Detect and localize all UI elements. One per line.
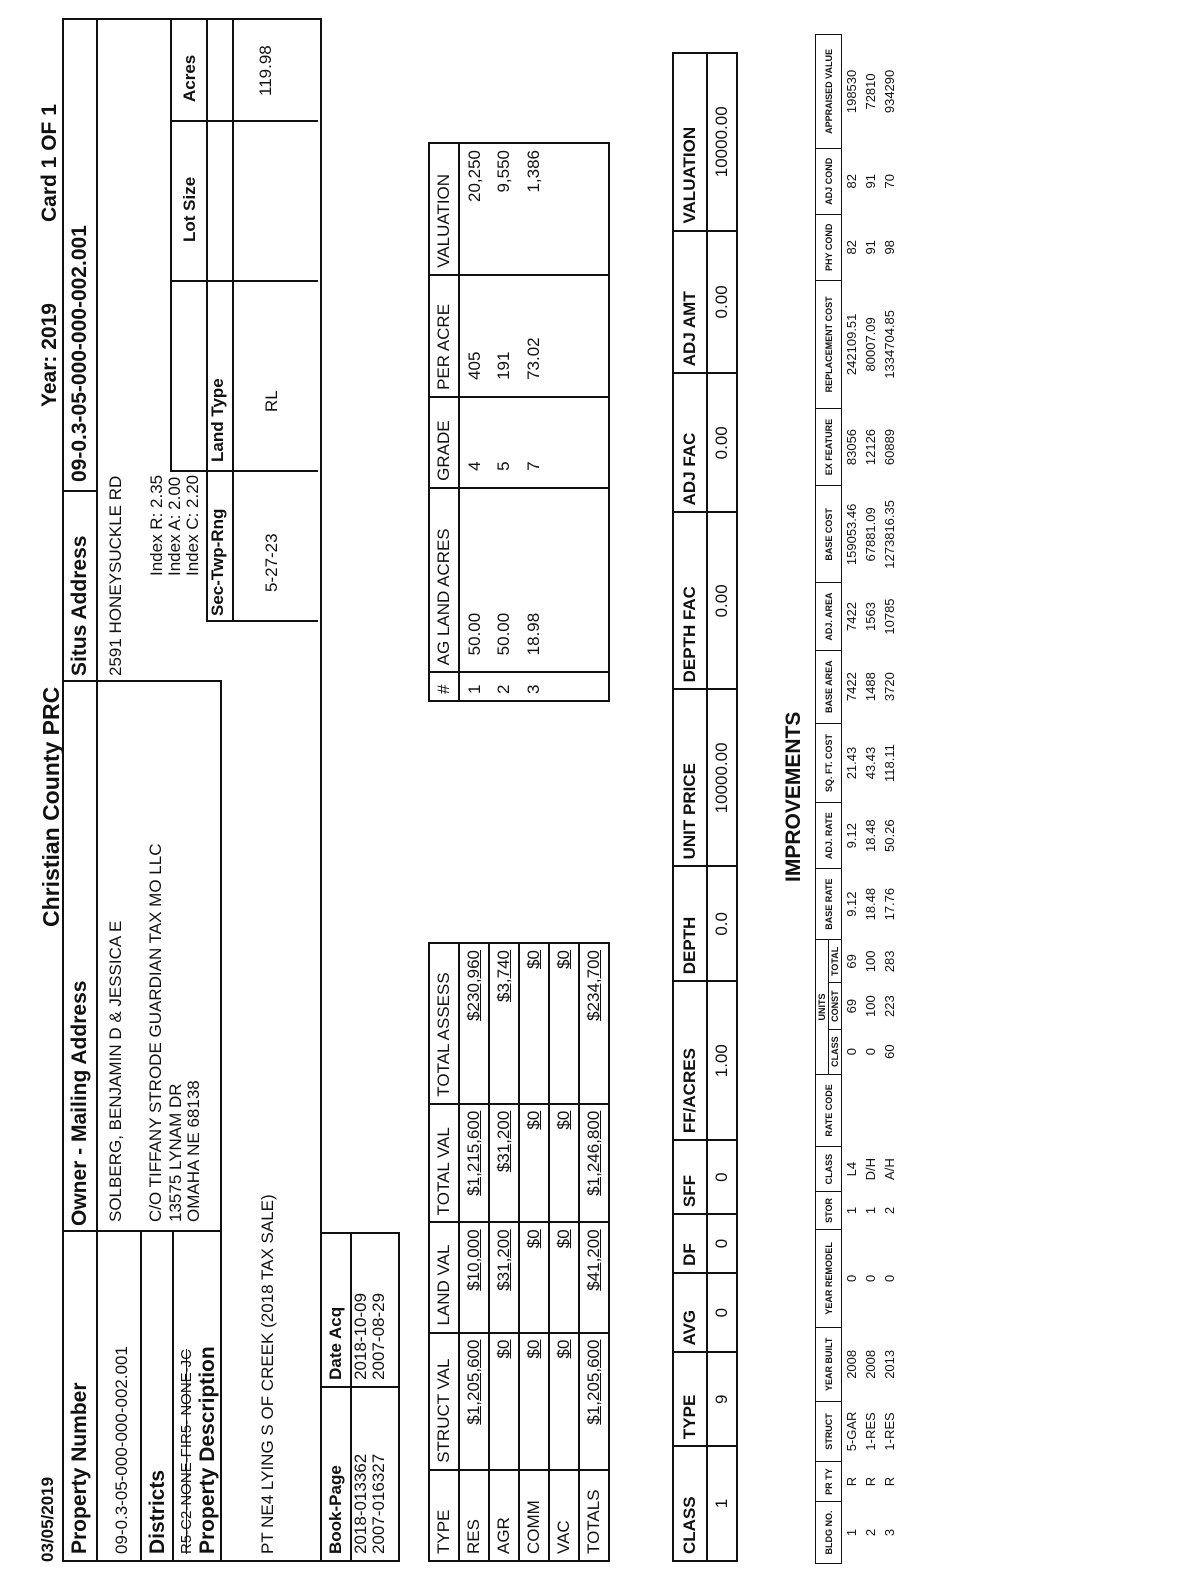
table-row — [459, 943, 489, 1561]
table-cell: $0 — [549, 1333, 579, 1470]
table-cell: COMM — [519, 1470, 549, 1561]
table-cell: 70 — [882, 174, 897, 189]
table-cell: 43.43 — [863, 746, 878, 780]
table-cell: AGR — [489, 1470, 519, 1561]
table-cell: 3 — [519, 672, 549, 701]
owner-line3: OMAHA NE 68138 — [184, 1080, 203, 1222]
imp-header: BASE RATE — [816, 868, 842, 939]
imp-header: PR TY — [816, 1462, 842, 1502]
imp-header: SQ. FT. COST — [816, 723, 842, 803]
improvements-table — [815, 34, 899, 1564]
table-cell: $3,740 — [489, 943, 519, 1104]
table-cell: R — [844, 1476, 859, 1487]
valuation-table — [428, 942, 610, 1562]
table-cell: 0 — [707, 1214, 737, 1273]
imp-header: YEAR REMODEL — [816, 1229, 842, 1327]
table-cell: 1563 — [863, 602, 878, 631]
class-avg-header: AVG — [673, 1273, 707, 1353]
table-cell: 10000.00 — [707, 53, 737, 231]
card-label: Card 1 OF 1 — [38, 104, 61, 222]
table-cell: TOTALS — [579, 1470, 609, 1561]
table-cell: $31,200 — [489, 1222, 519, 1332]
table-cell: $0 — [519, 1222, 549, 1332]
class-type-header: TYPE — [673, 1352, 707, 1446]
districts-label: Districts — [146, 1469, 169, 1554]
table-cell: $0 — [549, 1222, 579, 1332]
sec-twp-rng-header: Sec-Twp-Rng — [208, 508, 227, 616]
date-acq-header: Date Acq — [321, 1233, 351, 1387]
situs-label: Situs Address — [68, 535, 91, 676]
table-cell: 5 — [489, 397, 519, 488]
situs-parcel: 09-0.3-05-000-000-002.001 — [68, 225, 91, 482]
table-cell: 17.76 — [882, 887, 897, 921]
book-page-2: 2007-016327 — [369, 1453, 388, 1554]
table-cell: 4 — [459, 397, 489, 488]
table-cell: 3 — [882, 1528, 897, 1537]
table-cell: $1,246,800 — [579, 1104, 609, 1223]
table-row — [489, 943, 519, 1561]
valuation-header-struct: STRUCT VAL — [429, 1333, 459, 1470]
table-cell — [842, 1074, 862, 1147]
imp-header: CLASS — [829, 1029, 842, 1074]
table-cell: 2008 — [844, 1349, 859, 1379]
table-cell — [861, 1074, 880, 1147]
table-cell: 2 — [489, 672, 519, 701]
class-depth-header: DEPTH — [673, 866, 707, 981]
table-row — [519, 943, 549, 1561]
property-description-value: PT NE4 LYING S OF CREEK (2018 TAX SALE) — [258, 1194, 277, 1554]
ag-header-per-acre: PER ACRE — [429, 275, 459, 397]
table-cell: 1 — [863, 1206, 878, 1215]
class-adj-fac-header: ADJ FAC — [673, 373, 707, 512]
table-cell: 18.98 — [519, 488, 549, 672]
situs-index-a: Index A: 2.00 — [165, 476, 184, 576]
acres-value: 119.98 — [256, 45, 275, 96]
table-cell: $1,215,600 — [459, 1104, 489, 1223]
table-cell: 1 — [844, 1206, 859, 1215]
imp-header: YEAR BUILT — [816, 1327, 842, 1401]
districts-value: R5-C2-NONE-FIR5- NONE-JC — [178, 1348, 195, 1554]
date-acq-2: 2007-08-29 — [369, 1292, 388, 1380]
table-cell: 7422 — [844, 672, 859, 702]
table-cell: 83056 — [844, 428, 859, 466]
imp-units-header: UNITS — [816, 940, 829, 1074]
table-cell: 3720 — [882, 672, 897, 702]
ag-land-table — [428, 142, 610, 702]
improvements-title: IMPROVEMENTS — [782, 711, 805, 882]
ag-header-valuation: VALUATION — [429, 143, 459, 275]
table-cell: R — [863, 1476, 878, 1487]
land-type-header: Land Type — [208, 378, 227, 462]
table-cell: 10785 — [882, 598, 897, 635]
table-cell: $0 — [549, 1104, 579, 1223]
table-cell: 0 — [882, 1274, 897, 1282]
table-cell: 1 — [459, 672, 489, 701]
table-cell: A/H — [882, 1158, 897, 1180]
imp-header: ADJ. RATE — [816, 803, 842, 869]
table-cell: 2 — [882, 1206, 897, 1215]
print-date: 03/05/2019 — [38, 1476, 57, 1562]
table-cell: 1273816.35 — [882, 500, 897, 569]
class-df-header: DF — [673, 1214, 707, 1273]
table-cell: 0.00 — [707, 231, 737, 374]
table-cell: 7422 — [844, 602, 859, 631]
imp-header: RATE CODE — [816, 1074, 842, 1147]
table-cell: $0 — [519, 943, 549, 1104]
imp-header: PHY COND — [816, 214, 842, 280]
table-cell: 1-RES — [863, 1412, 878, 1451]
imp-header: EX FEATURE — [816, 408, 842, 486]
table-cell: 191 — [489, 275, 519, 397]
table-cell: L4 — [844, 1161, 859, 1177]
ag-header-number: # — [429, 672, 459, 701]
table-cell: 100 — [863, 950, 878, 973]
table-cell: 0.00 — [707, 373, 737, 512]
class-depth-fac-header: DEPTH FAC — [673, 512, 707, 689]
table-cell: 1-RES — [882, 1412, 897, 1451]
table-cell: 0 — [844, 1274, 859, 1282]
class-sff-header: SFF — [673, 1140, 707, 1214]
table-row — [861, 35, 880, 1564]
table-row — [549, 943, 579, 1561]
table-cell: 91 — [863, 174, 878, 189]
situs-index-r: Index R: 2.35 — [147, 474, 166, 576]
table-cell: 98 — [882, 240, 897, 255]
table-cell: 72810 — [863, 73, 878, 110]
table-cell: 283 — [882, 950, 897, 973]
table-cell: 21.43 — [844, 746, 859, 780]
sec-twp-rng-value: 5-27-23 — [262, 533, 281, 592]
table-cell: 100 — [863, 995, 878, 1017]
table-cell: 9 — [707, 1352, 737, 1446]
lot-size-header: Lot Size — [180, 176, 199, 242]
table-cell: 50.00 — [489, 488, 519, 672]
table-cell: 118.11 — [882, 744, 897, 782]
table-cell: 1334704.85 — [882, 309, 897, 379]
table-cell: 2 — [863, 1528, 878, 1537]
imp-header: STRUCT — [816, 1401, 842, 1461]
table-cell: 9.12 — [844, 891, 859, 917]
table-cell: 69 — [844, 954, 859, 969]
imp-header: ADJ COND — [816, 148, 842, 214]
table-cell: 0.0 — [707, 866, 737, 981]
table-cell: 18.48 — [863, 887, 878, 921]
owner-label: Owner - Mailing Address — [68, 980, 91, 1226]
table-cell: 73.02 — [519, 275, 549, 397]
table-cell: 7 — [519, 397, 549, 488]
table-cell: 91 — [863, 240, 878, 255]
situs-address: 2591 HONEYSUCKLE RD — [106, 475, 125, 676]
table-cell: 50.26 — [882, 819, 897, 852]
table-cell: $0 — [519, 1104, 549, 1223]
ag-header-grade: GRADE — [429, 397, 459, 488]
table-cell: $0 — [489, 1333, 519, 1470]
table-cell: 5-GAR — [844, 1411, 859, 1452]
table-cell: RES — [459, 1470, 489, 1561]
table-row — [707, 53, 737, 1561]
table-cell: 10000.00 — [707, 689, 737, 866]
imp-header: ADJ. AREA — [816, 583, 842, 650]
table-cell: $10,000 — [459, 1222, 489, 1332]
table-cell: 0.00 — [707, 512, 737, 689]
class-valuation-header: VALUATION — [673, 53, 707, 231]
table-cell: 198530 — [844, 69, 859, 114]
table-cell: 0 — [863, 1048, 878, 1056]
table-row — [842, 35, 862, 1564]
table-cell: 1,386 — [519, 143, 549, 275]
table-cell: 9,550 — [489, 143, 519, 275]
table-cell: 223 — [882, 995, 897, 1017]
land-type-value: RL — [262, 390, 281, 412]
table-cell: 60889 — [882, 428, 897, 466]
table-cell: 0 — [707, 1140, 737, 1214]
situs-index-c: Index C: 2.20 — [183, 474, 202, 576]
owner-name: SOLBERG, BENJAMIN D & JESSICA E — [106, 920, 125, 1222]
table-row — [579, 943, 609, 1561]
table-cell: 50.00 — [459, 488, 489, 672]
table-cell: $31,200 — [489, 1104, 519, 1223]
table-cell: 0 — [863, 1274, 878, 1282]
table-cell: 2013 — [882, 1349, 897, 1379]
table-cell: 12126 — [863, 428, 878, 466]
table-cell: 60 — [882, 1044, 897, 1059]
table-cell: 9.12 — [844, 823, 859, 849]
table-cell: 934290 — [882, 69, 897, 114]
table-cell: 1488 — [863, 672, 878, 702]
table-row — [880, 35, 899, 1564]
table-cell: $41,200 — [579, 1222, 609, 1332]
table-cell: $1,205,600 — [459, 1333, 489, 1470]
table-cell: $234,700 — [579, 943, 609, 1104]
table-cell: $0 — [519, 1333, 549, 1470]
table-cell — [880, 1074, 899, 1147]
table-cell: 1 — [844, 1528, 859, 1537]
table-cell: 67881.09 — [863, 507, 878, 562]
imp-header: CLASS — [816, 1147, 842, 1192]
table-cell: 69 — [844, 998, 859, 1014]
table-cell: 159053.46 — [844, 503, 859, 566]
page-title: Christian County PRC — [38, 686, 64, 927]
imp-header: STOR — [816, 1192, 842, 1230]
book-page-1: 2018-013362 — [351, 1453, 370, 1554]
date-acq-1: 2018-10-09 — [351, 1292, 370, 1380]
book-page-table — [320, 1232, 400, 1562]
table-cell: $230,960 — [459, 943, 489, 1104]
owner-line1: C/O TIFFANY STRODE GUARDIAN TAX MO LLC — [146, 843, 165, 1222]
imp-header: TOTAL — [829, 940, 842, 983]
table-cell: 242109.51 — [844, 313, 859, 376]
class-table — [672, 52, 738, 1562]
owner-line2: 13575 LYNAM DR — [166, 1083, 185, 1222]
table-cell: 82 — [844, 174, 859, 189]
property-description-label: Property Description — [196, 1346, 219, 1554]
table-row — [489, 143, 519, 701]
book-page-header: Book-Page — [321, 1387, 351, 1561]
class-unit-price-header: UNIT PRICE — [673, 689, 707, 866]
class-ff-acres-header: FF/ACRES — [673, 981, 707, 1140]
acres-header: Acres — [180, 54, 199, 102]
imp-header: APPRAISED VALUE — [816, 35, 842, 149]
table-row — [519, 143, 549, 701]
table-cell: 405 — [459, 275, 489, 397]
valuation-header-type: TYPE — [429, 1470, 459, 1561]
table-row — [459, 143, 489, 701]
year-label: Year: 2019 — [38, 303, 61, 407]
valuation-header-assess: TOTAL ASSESS — [429, 943, 459, 1104]
table-cell: 1 — [707, 1446, 737, 1561]
class-header: CLASS — [673, 1446, 707, 1561]
table-cell: $1,205,600 — [579, 1333, 609, 1470]
imp-header: BLDG NO. — [816, 1502, 842, 1564]
table-cell: D/H — [863, 1157, 878, 1181]
header-frame — [62, 18, 322, 1562]
table-cell: 2008 — [863, 1349, 878, 1379]
table-cell: 82 — [844, 240, 859, 255]
imp-header: CONST — [829, 983, 842, 1029]
table-cell: R — [882, 1476, 897, 1487]
table-cell: 0 — [707, 1273, 737, 1353]
table-cell: 18.48 — [863, 819, 878, 852]
valuation-header-total: TOTAL VAL — [429, 1104, 459, 1223]
class-adj-amt-header: ADJ AMT — [673, 231, 707, 374]
table-cell: VAC — [549, 1470, 579, 1561]
valuation-header-land: LAND VAL — [429, 1222, 459, 1332]
imp-header: BASE COST — [816, 486, 842, 583]
table-cell: 20,250 — [459, 143, 489, 275]
imp-header: REPLACEMENT COST — [816, 280, 842, 408]
ag-header-acres: AG LAND ACRES — [429, 488, 459, 672]
property-number: 09-0.3-05-000-000-002.001 — [112, 1346, 131, 1554]
table-cell: $0 — [549, 943, 579, 1104]
table-cell: 80007.09 — [863, 317, 878, 372]
property-number-label: Property Number — [68, 1382, 91, 1554]
table-cell: 0 — [844, 1048, 859, 1056]
imp-header: BASE AREA — [816, 650, 842, 723]
table-cell: 1.00 — [707, 981, 737, 1140]
